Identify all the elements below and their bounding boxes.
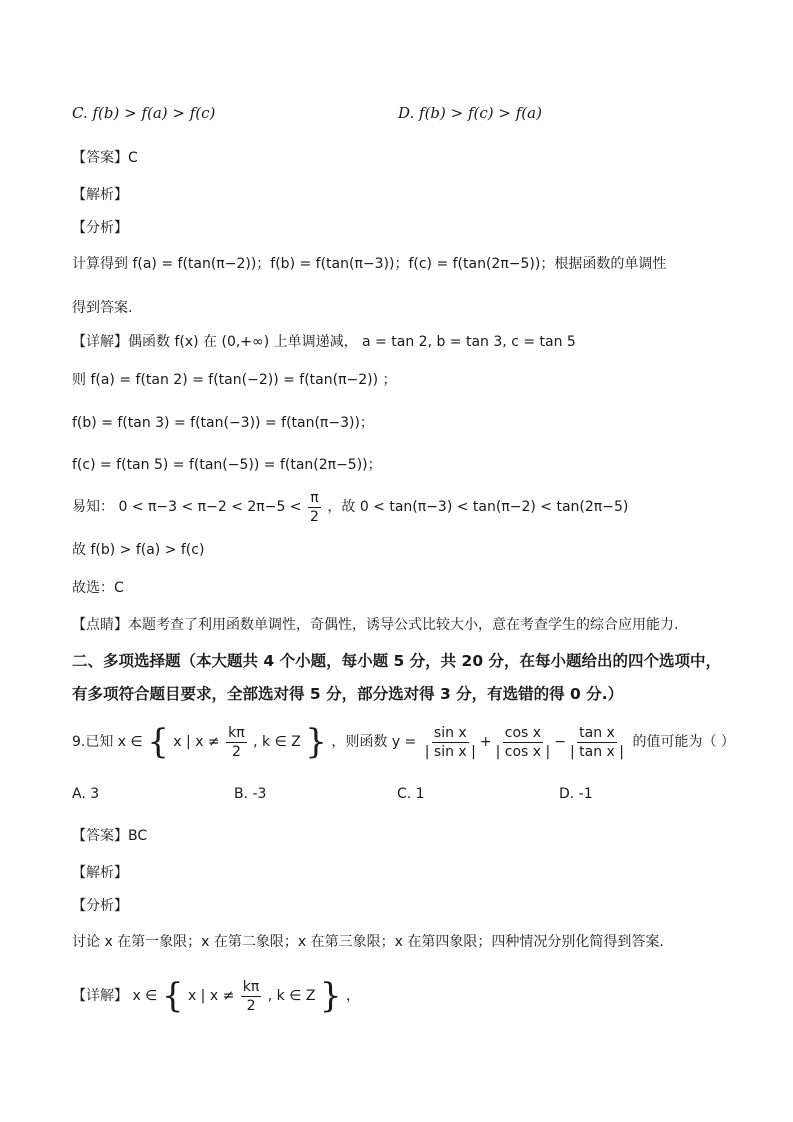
set-fraction [226, 724, 247, 761]
detail-line: 【详解】偶函数 f(x) 在 (0,+∞) 上单调递减， a = tan 2, b = tan 3, c = tan 5 [72, 334, 576, 350]
choice-line: 故选：C [72, 580, 124, 596]
pi-over-2-fraction [308, 489, 321, 526]
detail-fraction-denominator: 2 [246, 997, 256, 1014]
detail-fraction-numerator: kπ [242, 978, 260, 995]
q9-option-c: C. 1 [397, 786, 425, 802]
q9-fenxi-label: 【分析】 [72, 898, 128, 914]
detail-set-post: , k ∈ Z [267, 988, 316, 1004]
right-brace-icon: } [305, 722, 327, 762]
fraction-tan [568, 724, 626, 761]
step-1: 则 f(a) = f(tan 2) = f(tan(−2)) = f(tan(π−2)) ； [72, 372, 397, 388]
left-brace-icon: { [147, 722, 169, 762]
sin-denominator: | sin x | [424, 743, 476, 760]
analysis-label: 【解析】 [72, 187, 128, 203]
step-4-pre: 易知： 0 < π−3 < π−2 < 2π−5 < [72, 499, 302, 515]
tan-numerator: tan x [579, 724, 615, 741]
tan-denominator: | tan x | [570, 743, 625, 760]
q9-analysis-label: 【解析】 [72, 865, 128, 881]
dianjing-note: 【点睛】本题考查了利用函数单调性，奇偶性，诱导公式比较大小，意在考查学生的综合应用能力. [72, 617, 679, 633]
set-fraction-denominator: 2 [231, 743, 241, 760]
q9-option-d: D. -1 [559, 786, 593, 802]
q9-detail-pre: 【详解】 x ∈ [72, 988, 158, 1004]
fraction-cos [494, 724, 553, 761]
option-c: C. f(b) > f(a) > f(c) [72, 104, 216, 122]
fraction-numerator: π [310, 489, 319, 506]
set-pre: x | x ≠ [173, 734, 220, 750]
stem-post: 的值可能为（ ） [632, 734, 735, 750]
answer-label: 【答案】C [72, 150, 138, 166]
q9-option-a: A. 3 [72, 786, 100, 802]
step-3: f(c) = f(tan 5) = f(tan(−5)) = f(tan(2π−5))； [72, 457, 382, 473]
cos-numerator: cos x [504, 724, 542, 741]
detail-right-brace-icon: } [319, 976, 342, 1016]
detail-set-pre: x | x ≠ [187, 988, 235, 1004]
conclusion: 故 f(b) > f(a) > f(c) [72, 542, 205, 558]
set-fraction-numerator: kπ [228, 724, 245, 741]
detail-set-fraction [241, 978, 262, 1015]
fenxi-text-2: 得到答案. [72, 300, 133, 316]
section-title-line-2: 有多项符合题目要求，全部选对得 5 分，部分选对得 3 分，有选错的得 0 分.） [72, 685, 624, 703]
q9-detail [72, 974, 360, 1018]
fenxi-text: 计算得到 f(a) = f(tan(π−2))；f(b) = f(tan(π−3))；f(c) = f(tan(2π−5))；根据函数的单调性 [72, 256, 667, 272]
fraction-denominator: 2 [310, 508, 319, 525]
question-9-stem: 9.已知 x ∈ { x | x ≠ $\frac{k\pi}{2}$ , k ∈ Z } ，则函数 y = $\frac{\text{sin x}}{\text{| sin x |}}$ + $\frac{\text{cos x}}{\text{| cos x |}}$ − $\frac{\text{tan x}}{\text{| tan x |}}$ 的值可能为（ ） [72, 722, 735, 762]
q9-option-b: B. -3 [234, 786, 267, 802]
step-2: f(b) = f(tan 3) = f(tan(−3)) = f(tan(π−3))； [72, 415, 374, 431]
cos-denominator: | cos x | [495, 743, 551, 760]
step-4 [72, 488, 628, 526]
section-title-line-1: 二、多项选择题（本大题共 4 个小题，每小题 5 分，共 20 分，在每小题给出的四个选项中， [72, 652, 722, 670]
q9-fenxi-text: 讨论 x 在第一象限；x 在第二象限；x 在第三象限；x 在第四象限；四种情况分别化简得到答案. [72, 934, 664, 950]
fraction-sin [423, 724, 478, 761]
q9-detail-post: ， [346, 988, 361, 1004]
fenxi-label: 【分析】 [72, 220, 128, 236]
sin-numerator: sin x [433, 724, 467, 741]
option-d: D. f(b) > f(c) > f(a) [398, 104, 542, 122]
stem-mid: ，则函数 y = [331, 734, 417, 750]
set-post: , k ∈ Z [253, 734, 301, 750]
step-4-post: ，故 0 < tan(π−3) < tan(π−2) < tan(2π−5) [327, 499, 629, 515]
q9-answer-label: 【答案】BC [72, 828, 148, 844]
stem-pre: 9.已知 x ∈ [72, 734, 143, 750]
detail-left-brace-icon: { [161, 976, 184, 1016]
